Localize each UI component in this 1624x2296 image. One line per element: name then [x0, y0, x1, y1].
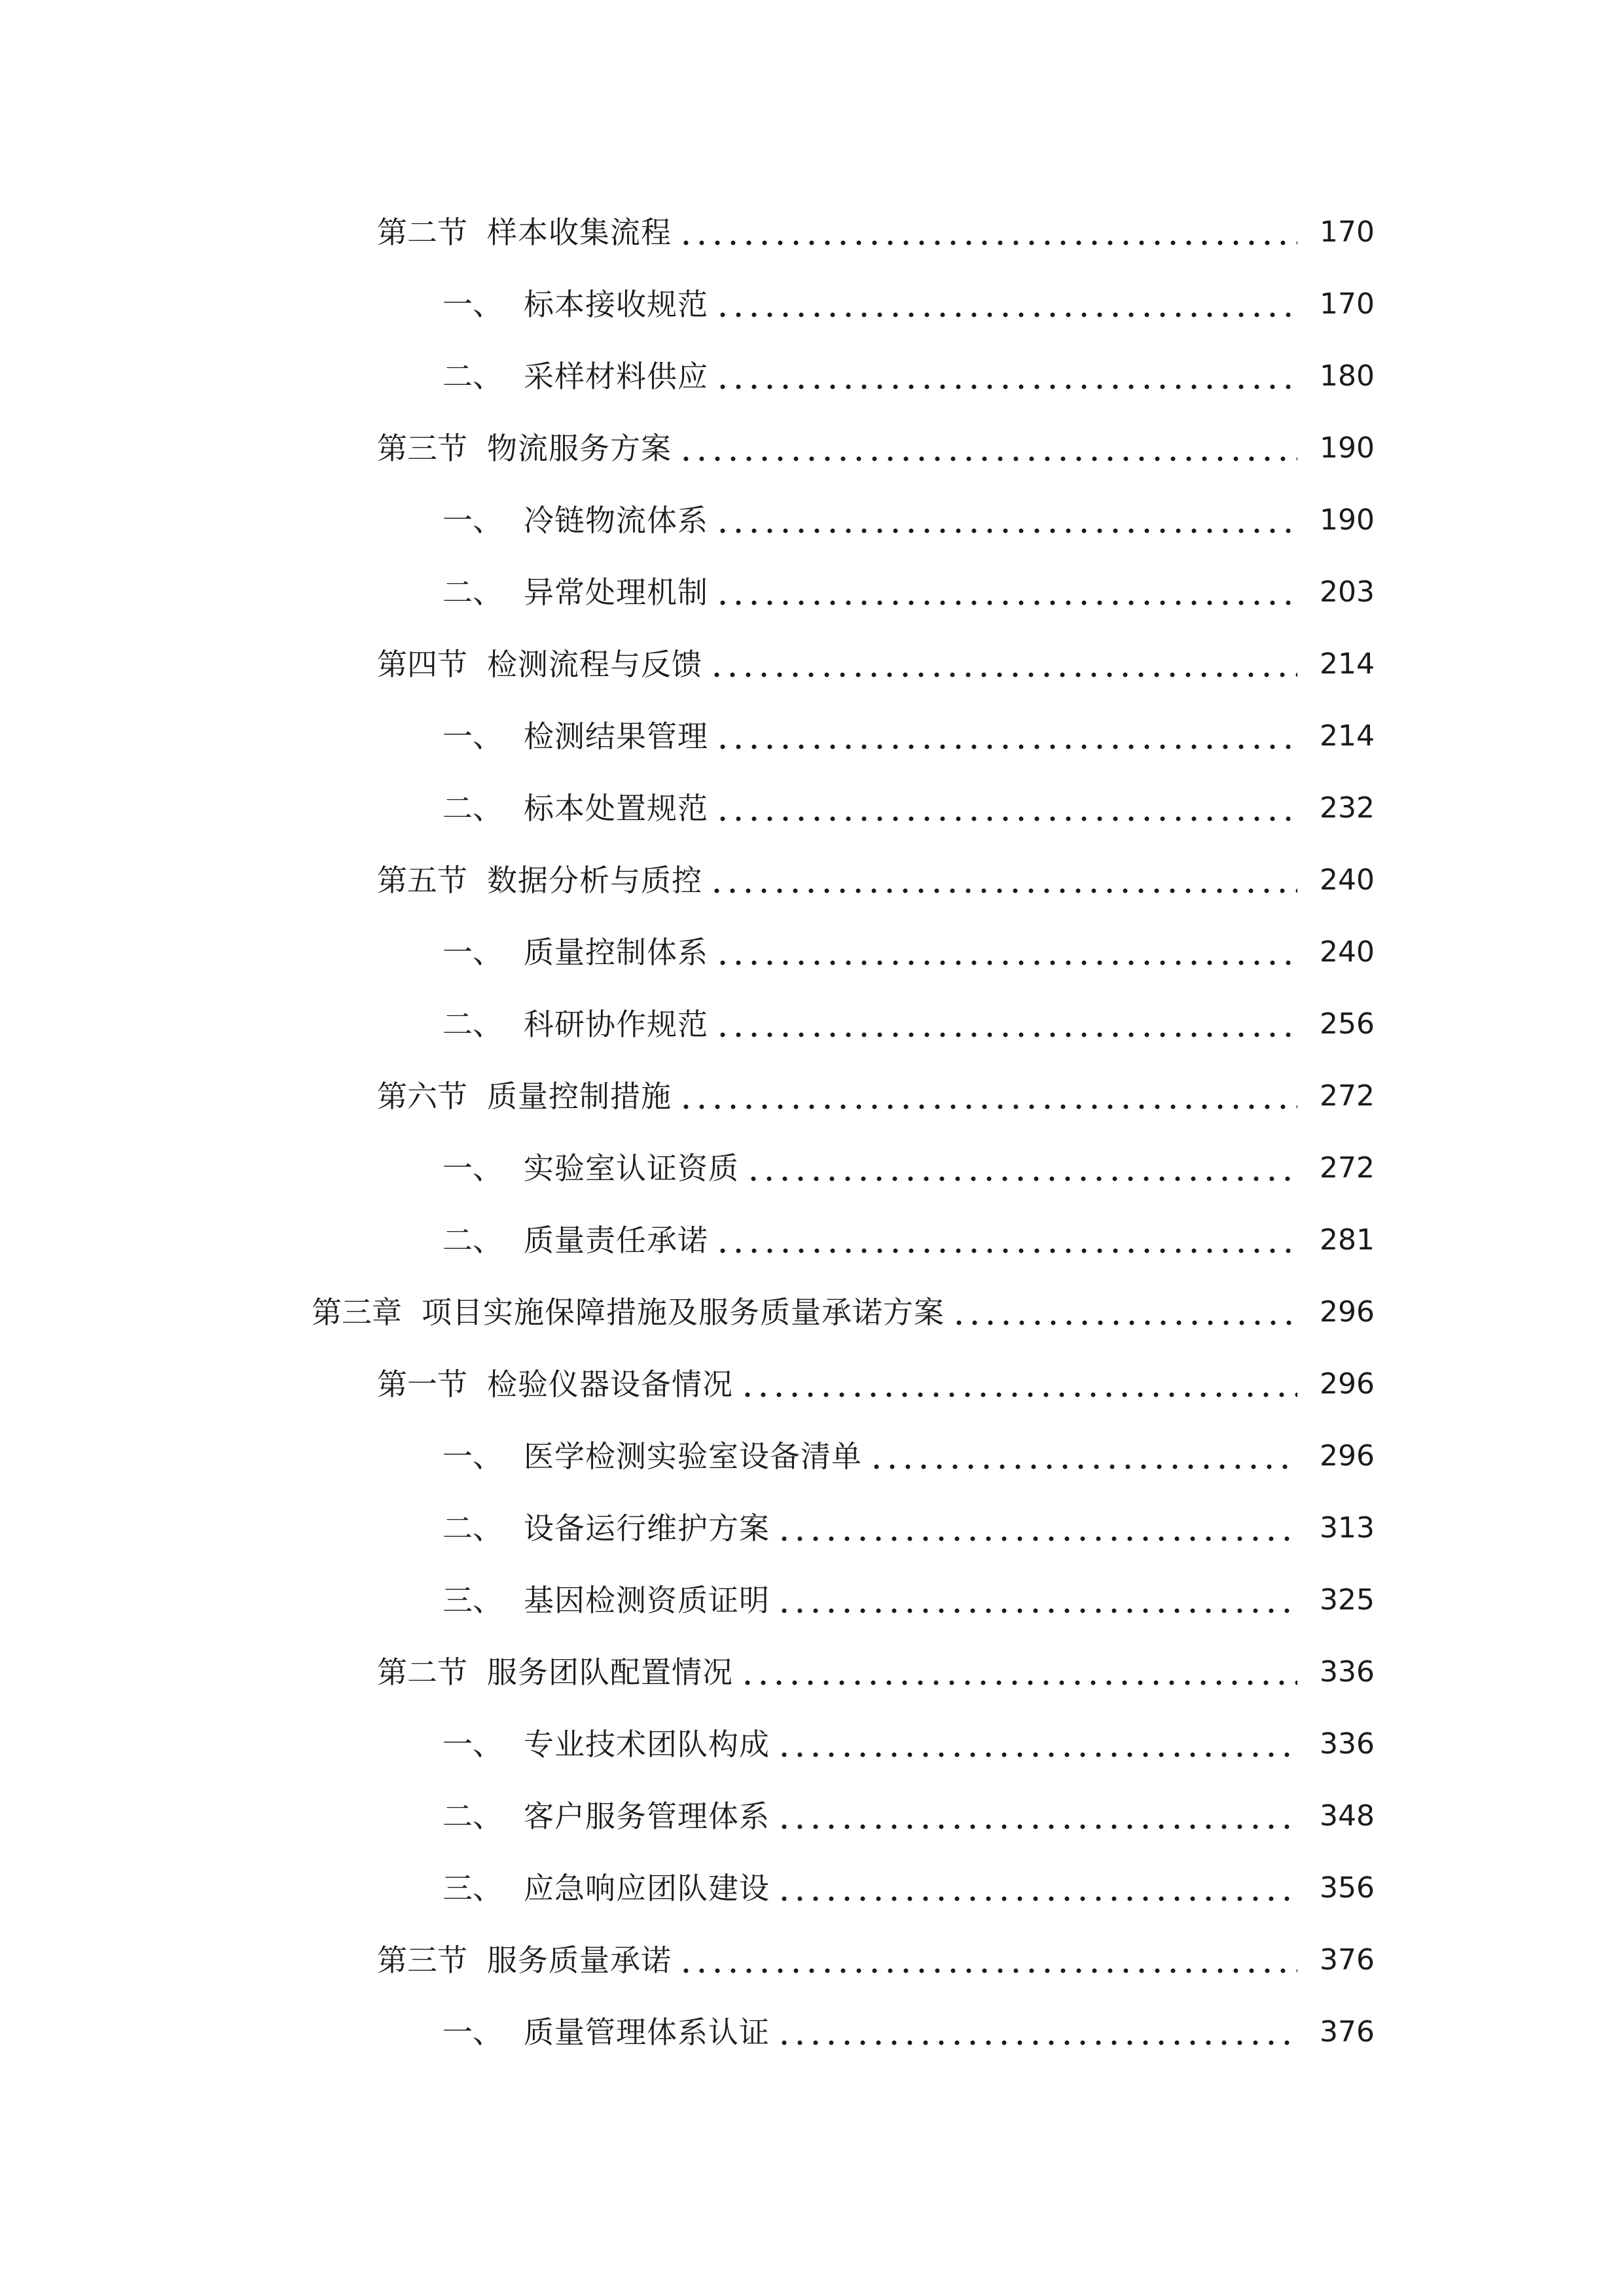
toc-entry-page: 203 [1320, 575, 1375, 609]
toc-entry-title: 质量管理体系认证 [524, 2015, 770, 2050]
toc-entry-page: 296 [1320, 1439, 1375, 1473]
toc-entry-label: 第二节 [377, 215, 467, 250]
toc-entry[interactable] [0, 1708, 1624, 1780]
toc-entry-page: 336 [1320, 1727, 1375, 1761]
toc-entry-title: 质量控制体系 [524, 935, 708, 970]
dot-leader [715, 505, 1297, 535]
dot-leader [709, 649, 1297, 679]
dot-leader [715, 1009, 1297, 1039]
toc-entry[interactable] [0, 772, 1624, 844]
toc-entry[interactable] [0, 268, 1624, 340]
toc-entry[interactable] [0, 1492, 1624, 1564]
toc-entry[interactable] [0, 1420, 1624, 1492]
toc-entry-label: 一、 [442, 1439, 503, 1474]
toc-entry-title: 质量控制措施 [487, 1079, 672, 1114]
toc-entry-chapter[interactable] [0, 1276, 1624, 1348]
toc-entry-title: 样本收集流程 [487, 215, 672, 250]
toc-entry[interactable] [0, 628, 1624, 700]
toc-entry[interactable] [0, 340, 1624, 412]
dot-leader [715, 721, 1297, 751]
toc-entry-page: 256 [1320, 1007, 1375, 1041]
toc-entry-page: 336 [1320, 1655, 1375, 1689]
toc-entry-title: 科研协作规范 [524, 1007, 708, 1042]
toc-entry-title: 检测结果管理 [524, 719, 708, 754]
toc-entry-page: 214 [1320, 647, 1375, 681]
toc-entry-title: 检测流程与反馈 [487, 647, 702, 682]
toc-entry-label: 一、 [442, 503, 503, 538]
toc-entry-title: 专业技术团队构成 [524, 1727, 770, 1762]
toc-entry[interactable] [0, 484, 1624, 556]
dot-leader [715, 361, 1297, 391]
dot-leader [776, 1729, 1297, 1759]
toc-entry-title: 服务质量承诺 [487, 1943, 672, 1978]
toc-entry-page: 180 [1320, 359, 1375, 393]
toc-entry-page: 272 [1320, 1079, 1375, 1113]
toc-entry-page: 240 [1320, 863, 1375, 897]
toc-entry-label: 二、 [442, 791, 503, 826]
toc-entry-title: 设备运行维护方案 [524, 1511, 770, 1546]
toc-entry[interactable] [0, 916, 1624, 988]
toc-entry-page: 281 [1320, 1223, 1375, 1257]
toc-entry-title: 实验室认证资质 [524, 1151, 739, 1186]
toc-entry-page: 190 [1320, 431, 1375, 465]
dot-leader [678, 1081, 1297, 1111]
toc-entry[interactable] [0, 1348, 1624, 1420]
toc-entry-title: 医学检测实验室设备清单 [524, 1439, 862, 1474]
toc-entry-page: 232 [1320, 791, 1375, 825]
toc-entry-title: 质量责任承诺 [524, 1223, 708, 1258]
toc-entry-label: 二、 [442, 359, 503, 394]
toc-entry-label: 二、 [442, 1799, 503, 1834]
toc-entry-label: 第五节 [377, 863, 467, 898]
dot-leader [951, 1297, 1297, 1327]
dot-leader [709, 865, 1297, 895]
toc-entry-label: 三、 [442, 1871, 503, 1906]
toc-entry-label: 一、 [442, 935, 503, 970]
toc-entry-label: 第一节 [377, 1367, 467, 1402]
dot-leader [715, 1225, 1297, 1255]
dot-leader [746, 1153, 1297, 1183]
toc-entry-label: 一、 [442, 719, 503, 754]
dot-leader [715, 289, 1297, 319]
toc-entry[interactable] [0, 1780, 1624, 1852]
toc-entry-label: 一、 [442, 287, 503, 322]
toc-entry[interactable] [0, 1132, 1624, 1204]
toc-entry-label: 第二节 [377, 1655, 467, 1690]
toc-entry-title: 数据分析与质控 [487, 863, 702, 898]
toc-entry[interactable] [0, 1564, 1624, 1636]
dot-leader [678, 1945, 1297, 1975]
toc-entry-title: 标本处置规范 [524, 791, 708, 826]
toc-entry-title: 冷链物流体系 [524, 503, 708, 538]
toc-entry-label: 第四节 [377, 647, 467, 682]
toc-entry-title: 客户服务管理体系 [524, 1799, 770, 1834]
dot-leader [776, 1873, 1297, 1903]
toc-entry-label: 二、 [442, 1223, 503, 1258]
toc-entry-title: 标本接收规范 [524, 287, 708, 322]
dot-leader [715, 937, 1297, 967]
toc-entry[interactable] [0, 196, 1624, 268]
dot-leader [678, 217, 1297, 247]
toc-entry-label: 二、 [442, 575, 503, 610]
toc-entry-title: 基因检测资质证明 [524, 1583, 770, 1618]
toc-entry-page: 325 [1320, 1583, 1375, 1617]
toc-entry[interactable] [0, 1852, 1624, 1924]
dot-leader [869, 1441, 1297, 1471]
toc-entry-page: 376 [1320, 2015, 1375, 2049]
toc-entry-page: 348 [1320, 1799, 1375, 1833]
toc-entry-label: 第三节 [377, 1943, 467, 1978]
toc-entry[interactable] [0, 700, 1624, 772]
toc-entry-page: 272 [1320, 1151, 1375, 1185]
toc-entry-title: 服务团队配置情况 [487, 1655, 733, 1690]
toc-entry-page: 296 [1320, 1295, 1375, 1329]
toc-entry-page: 214 [1320, 719, 1375, 753]
toc-entry-label: 二、 [442, 1007, 503, 1042]
toc-entry-page: 356 [1320, 1871, 1375, 1905]
dot-leader [740, 1657, 1297, 1687]
dot-leader [678, 433, 1297, 463]
toc-entry-page: 240 [1320, 935, 1375, 969]
toc-entry[interactable] [0, 1204, 1624, 1276]
dot-leader [715, 793, 1297, 823]
dot-leader [740, 1369, 1297, 1399]
toc-entry-label: 第三章 [312, 1295, 402, 1330]
toc-entry-label: 三、 [442, 1583, 503, 1618]
dot-leader [776, 1801, 1297, 1831]
toc-entry-title: 物流服务方案 [487, 431, 672, 466]
dot-leader [776, 1513, 1297, 1543]
toc-entry[interactable] [0, 1924, 1624, 1996]
toc-entry[interactable] [0, 556, 1624, 628]
toc-entry[interactable] [0, 1060, 1624, 1132]
toc-entry-label: 一、 [442, 1151, 503, 1186]
toc-entry[interactable] [0, 1636, 1624, 1708]
dot-leader [776, 1585, 1297, 1615]
toc-entry-page: 296 [1320, 1367, 1375, 1401]
toc-entry-page: 170 [1320, 215, 1375, 249]
toc-entry-label: 二、 [442, 1511, 503, 1546]
toc-entry-page: 170 [1320, 287, 1375, 321]
toc-entry-label: 一、 [442, 2015, 503, 2050]
toc-entry-title: 应急响应团队建设 [524, 1871, 770, 1906]
dot-leader [776, 2017, 1297, 2047]
toc-entry-label: 一、 [442, 1727, 503, 1762]
dot-leader [715, 577, 1297, 607]
toc-entry-page: 376 [1320, 1943, 1375, 1977]
toc-entry-title: 检验仪器设备情况 [487, 1367, 733, 1402]
toc-entry-label: 第六节 [377, 1079, 467, 1114]
table-of-contents [0, 196, 1624, 2068]
toc-entry[interactable] [0, 844, 1624, 916]
toc-entry-page: 190 [1320, 503, 1375, 537]
toc-entry[interactable] [0, 412, 1624, 484]
toc-entry-page: 313 [1320, 1511, 1375, 1545]
toc-entry[interactable] [0, 1996, 1624, 2068]
toc-entry-label: 第三节 [377, 431, 467, 466]
toc-entry[interactable] [0, 988, 1624, 1060]
toc-entry-title: 采样材料供应 [524, 359, 708, 394]
toc-entry-title: 异常处理机制 [524, 575, 708, 610]
toc-entry-title: 项目实施保障措施及服务质量承诺方案 [422, 1295, 945, 1330]
